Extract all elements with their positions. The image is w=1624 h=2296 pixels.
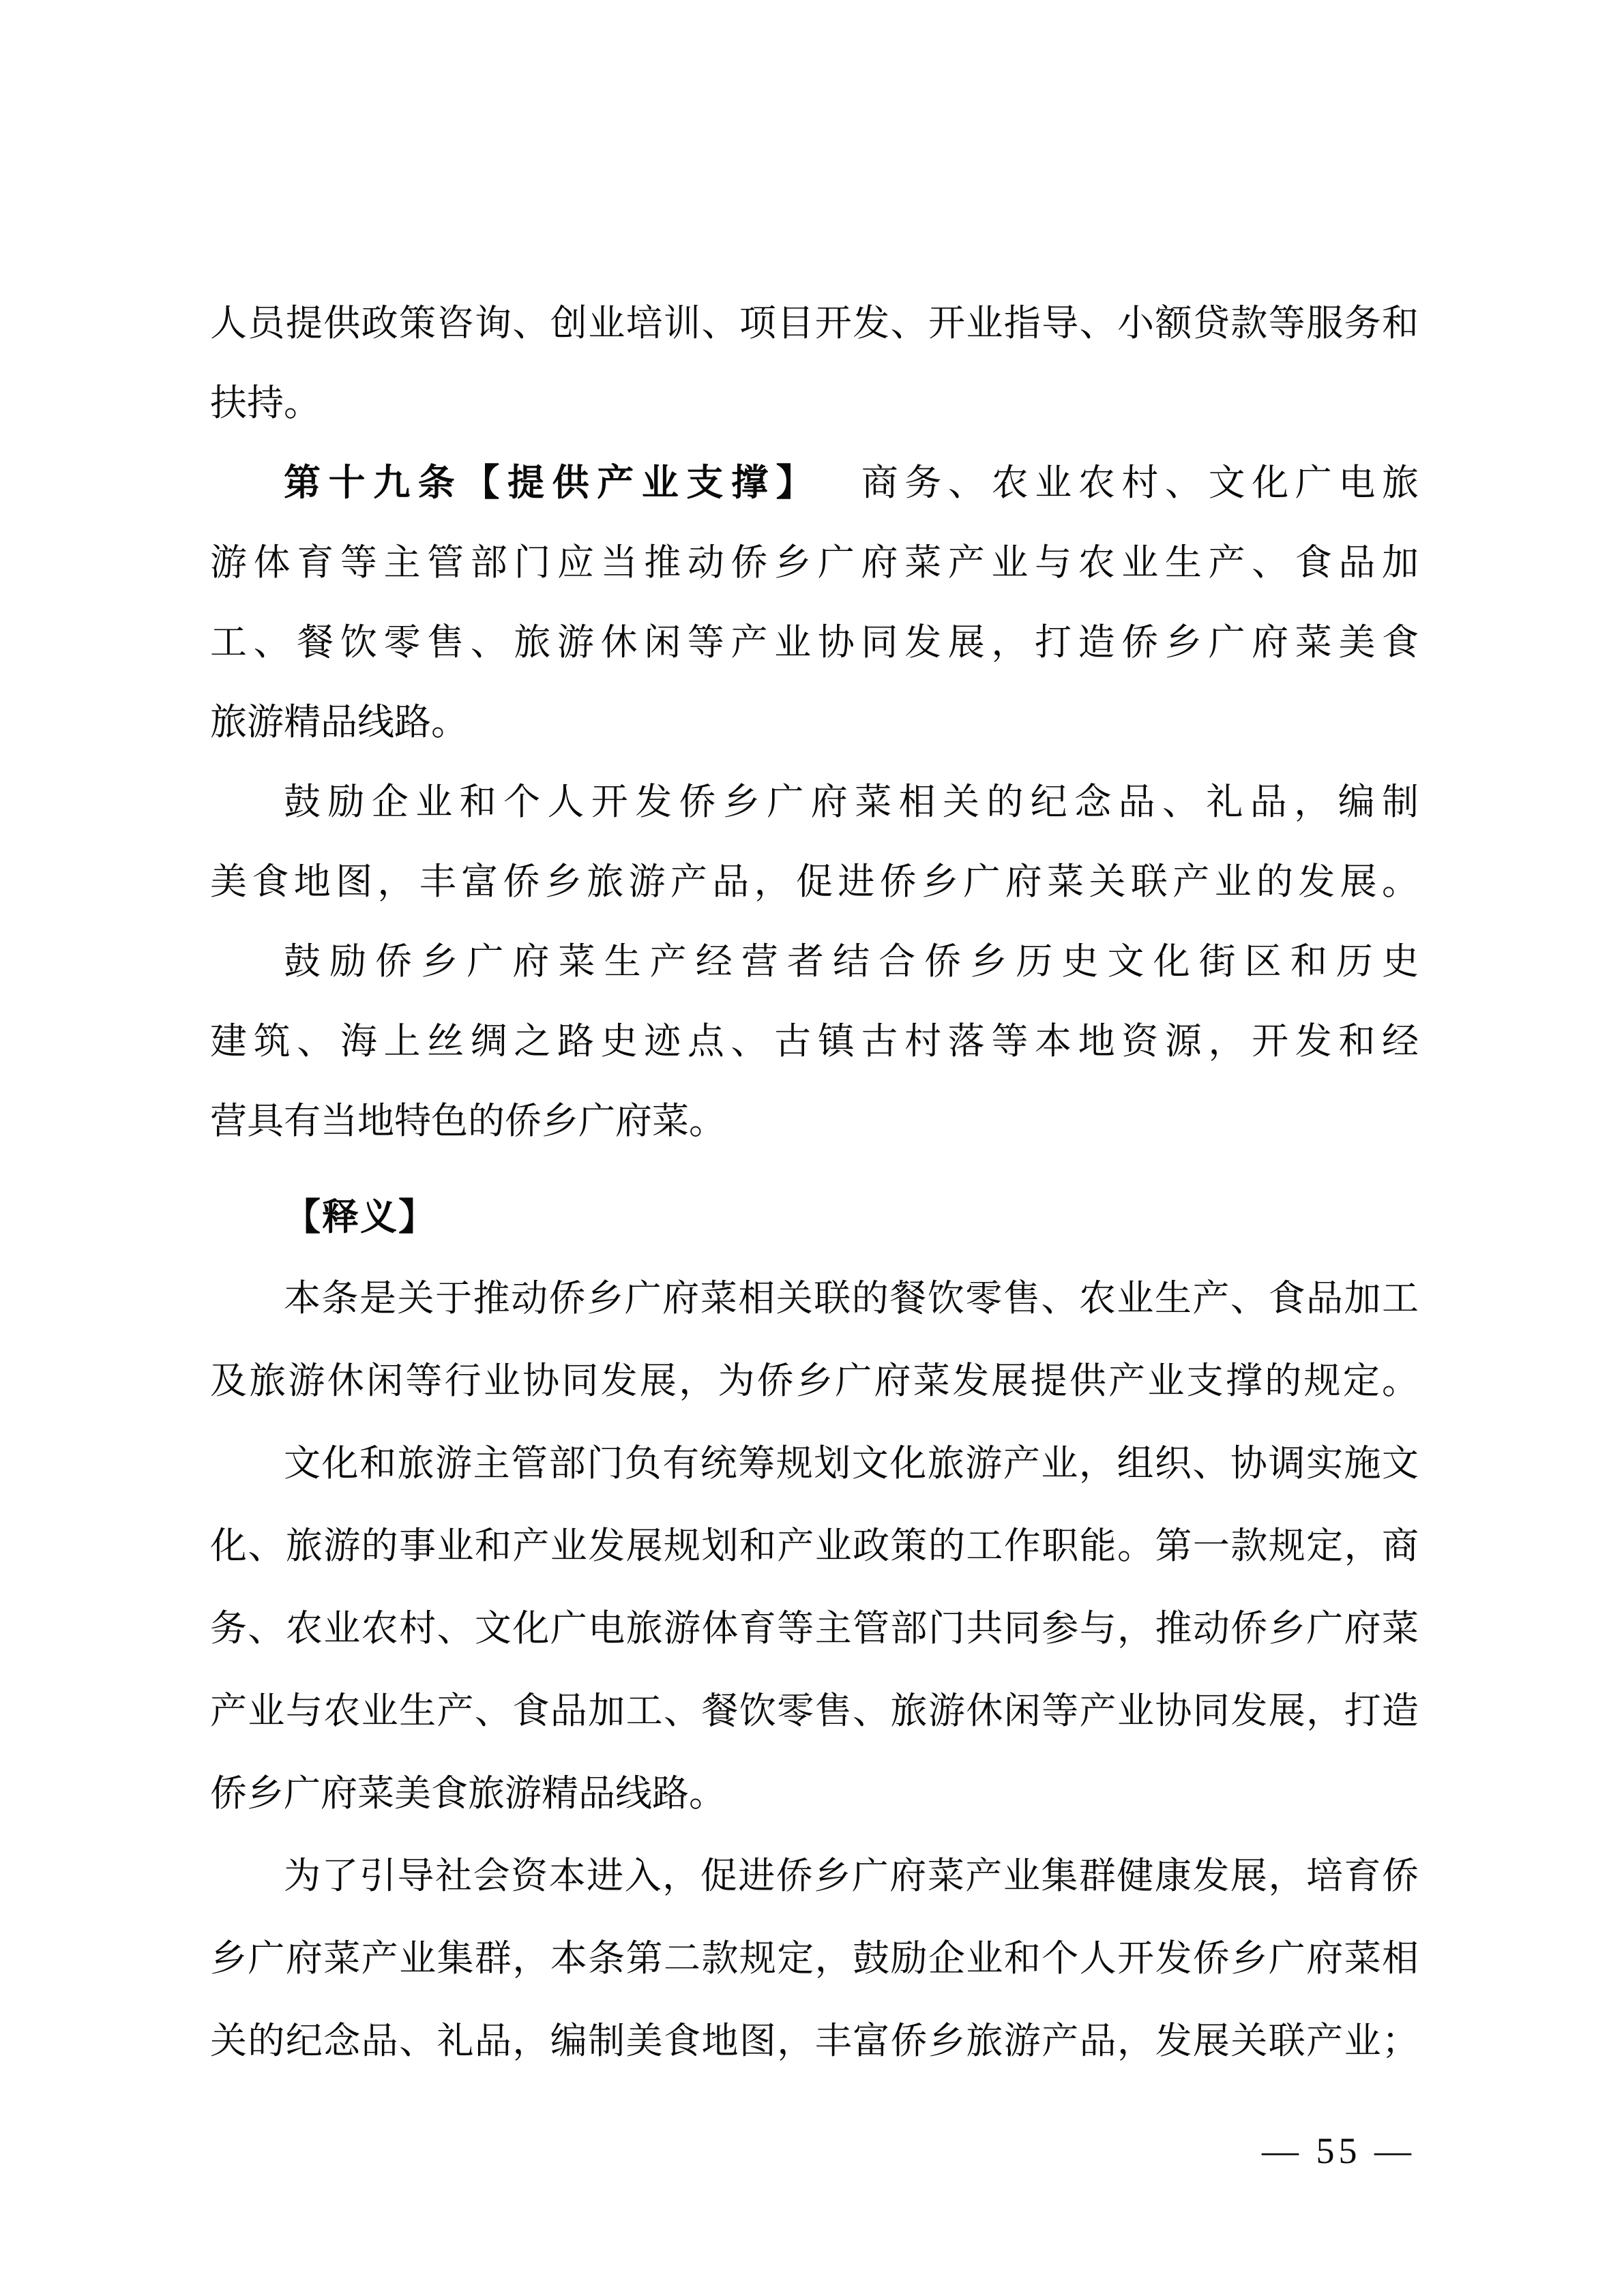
text-line: 产业与农业生产、食品加工、餐饮零售、旅游休闲等产业协同发展，打造 — [210, 1690, 1419, 1731]
text-line: 建筑、海上丝绸之路史迹点、古镇古村落等本地资源，开发和经 — [210, 1021, 1419, 1062]
text-line: 鼓励企业和个人开发侨乡广府菜相关的纪念品、礼品，编制 — [284, 781, 1419, 822]
text-line: 营具有当地特色的侨乡广府菜。 — [210, 1101, 726, 1142]
text-line: 关的纪念品、礼品，编制美食地图，丰富侨乡旅游产品，发展关联产业； — [210, 2021, 1419, 2061]
text-line: 务、农业农村、文化广电旅游体育等主管部门共同参与，推动侨乡广府菜 — [210, 1608, 1419, 1649]
text-line: 人员提供政策咨询、创业培训、项目开发、开业指导、小额贷款等服务和 — [210, 303, 1419, 344]
page-content — [210, 284, 1419, 2083]
text-line: 美食地图，丰富侨乡旅游产品，促进侨乡广府菜关联产业的发展。 — [210, 861, 1419, 902]
text-line: 及旅游休闲等行业协同发展，为侨乡广府菜发展提供产业支撑的规定。 — [210, 1360, 1419, 1401]
text-line: 鼓励侨乡广府菜生产经营者结合侨乡历史文化街区和历史 — [284, 941, 1419, 982]
statute-section — [210, 284, 1419, 1161]
text-line: 化、旅游的事业和产业发展规划和产业政策的工作职能。第一款规定，商 — [210, 1525, 1419, 1566]
interpretation-paragraph-2 — [210, 1422, 1419, 1835]
text-line: 为了引导社会资本进入，促进侨乡广府菜产业集群健康发展，培育侨 — [284, 1855, 1419, 1896]
page-number: — 55 — — [1262, 2130, 1415, 2171]
text-line: 工、餐饮零售、旅游休闲等产业协同发展，打造侨乡广府菜美食 — [210, 622, 1419, 663]
article-19-label: 第十九条【提供产业支撑】 — [284, 462, 821, 503]
text-line: 本条是关于推动侨乡广府菜相关联的餐饮零售、农业生产、食品加工 — [284, 1278, 1419, 1319]
interpretation-heading: 【释义】 — [284, 1197, 437, 1238]
text-line: 旅游精品线路。 — [210, 702, 468, 743]
interpretation-section — [210, 1257, 1419, 2083]
text-line: 扶持。 — [210, 383, 321, 423]
paragraph-article-19 — [210, 443, 1419, 762]
text-line: 乡广府菜产业集群，本条第二款规定，鼓励企业和个人开发侨乡广府菜相 — [210, 1938, 1419, 1979]
text-line: 侨乡广府菜美食旅游精品线路。 — [210, 1773, 726, 1814]
paragraph-article-19-clause-3 — [210, 922, 1419, 1161]
interpretation-paragraph-1 — [210, 1257, 1419, 1422]
article-19-first-line — [210, 443, 1419, 523]
paragraph-continuation — [210, 284, 1419, 443]
paragraph-article-19-clause-2 — [210, 762, 1419, 922]
interpretation-paragraph-3 — [210, 1835, 1419, 2083]
text-run: 商务、农业农村、文化广电旅 — [855, 462, 1419, 503]
text-line: 游体育等主管部门应当推动侨乡广府菜产业与农业生产、食品加 — [210, 542, 1419, 583]
text-line: 文化和旅游主管部门负有统筹规划文化旅游产业，组织、协调实施文 — [284, 1443, 1419, 1484]
